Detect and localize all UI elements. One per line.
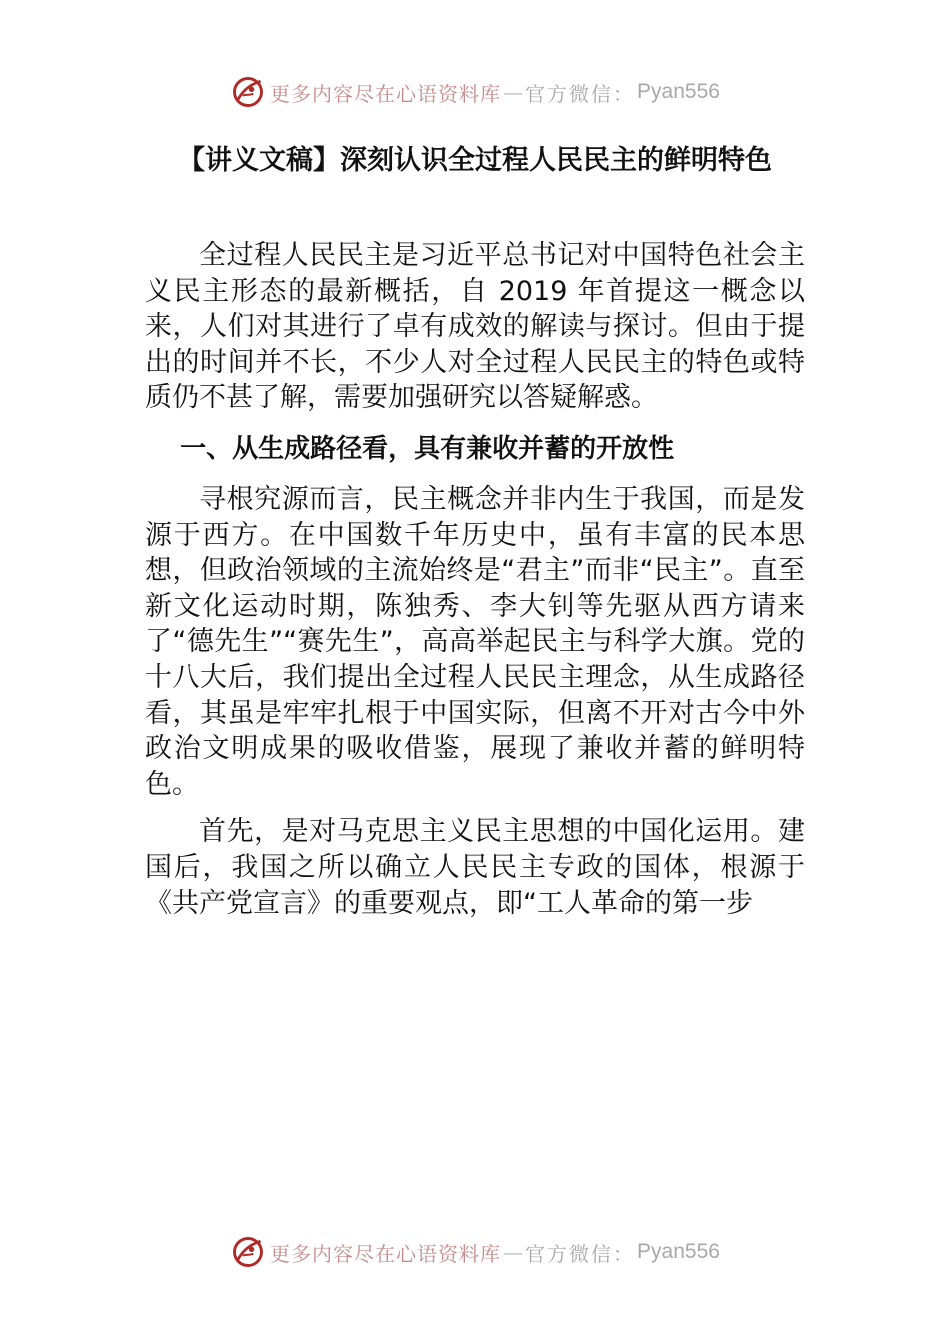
document-title: 【讲义文稿】深刻认识全过程人民民主的鲜明特色 — [178, 145, 772, 176]
brush-swirl-logo-icon — [230, 74, 266, 110]
banner-wechat-id: Pyan556 — [637, 1240, 720, 1263]
banner-wechat-label: 官方微信： — [525, 1241, 636, 1266]
brush-swirl-logo-icon — [230, 1234, 266, 1270]
banner-separator: — — [503, 1240, 524, 1264]
document-body — [145, 238, 805, 921]
footer-banner — [0, 1230, 950, 1274]
body-paragraph: 首先，是对马克思主义民主思想的中国化运用。建国后，我国之所以确立人民民主专政的国体，根源于《共产党宣言》的重要观点，即“工人革命的第一步 — [145, 816, 805, 919]
banner-wechat-id: Pyan556 — [637, 80, 720, 103]
banner-separator: — — [503, 80, 524, 104]
banner-slogan: 更多内容尽在心语资料库 — [270, 81, 502, 106]
body-paragraph: 寻根究源而言，民主概念并非内生于我国，而是发源于西方。在中国数千年历史中，虽有丰富的民本思想，但政治领域的主流始终是“君主”而非“民主”。直至新文化运动时期，陈独秀、李大钊等先驱从西方请来了“德先生”“赛先生”，高高举起民主与科学大旗。党的十八大后，我们提出全过程人民民主理念，从生成路径看，其虽是牢牢扎根于中国实际，但离不开对古今中外政治文明成果的吸收借鉴，展现了兼收并蓄的鲜明特色。 — [145, 483, 805, 800]
intro-paragraph: 全过程人民民主是习近平总书记对中国特色社会主义民主形态的最新概括，自 2019 年首提这一概念以来，人们对其进行了卓有成效的解读与探讨。但由于提出的时间并不长，不少人对全过程人民民主的特色或特质仍不甚了解，需要加强研究以答疑解惑。 — [145, 240, 805, 414]
banner-slogan: 更多内容尽在心语资料库 — [270, 1241, 502, 1266]
banner-wechat-label: 官方微信： — [525, 81, 636, 106]
header-banner — [0, 70, 950, 114]
section-heading: 一、从生成路径看，具有兼收并蓄的开放性 — [180, 433, 675, 464]
